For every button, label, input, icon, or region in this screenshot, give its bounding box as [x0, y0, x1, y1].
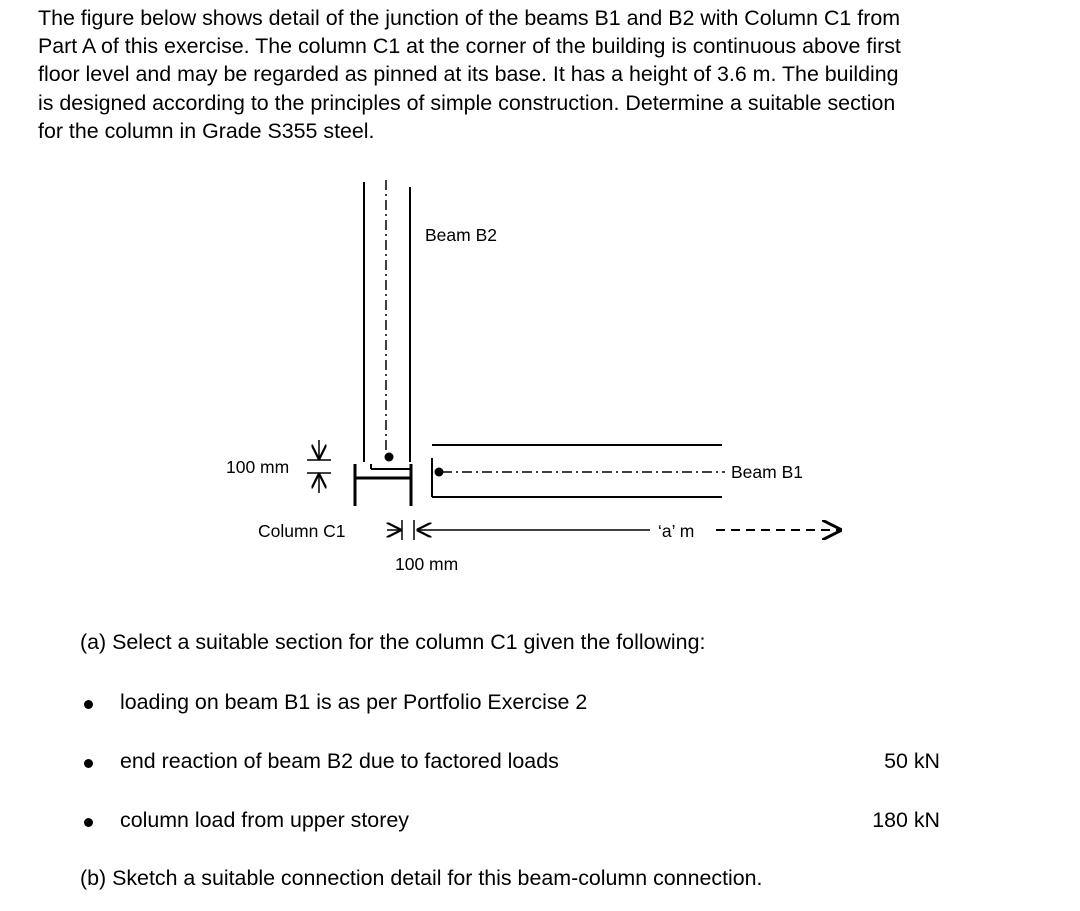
- column-c1-label: Column C1: [258, 521, 346, 541]
- horizontal-dimension-label: 100 mm: [395, 554, 459, 574]
- part-b-heading: (b) Sketch a suitable connection detail for this beam-column connection.: [80, 866, 763, 890]
- list-item: [80, 749, 940, 779]
- list-item: [80, 808, 940, 838]
- statement-line: Part A of this exercise. The column C1 at the corner of the building is continuous above first: [38, 34, 901, 59]
- beam-b1-bolt: [435, 468, 444, 477]
- list-item-text: end reaction of beam B2 due to factored loads: [120, 749, 559, 773]
- bullet-icon: [84, 700, 93, 709]
- bullet-icon: [84, 759, 93, 768]
- list-item-value: 50 kN: [884, 749, 940, 773]
- statement-line: floor level and may be regarded as pinned at its base. It has a height of 3.6 m. The building: [38, 62, 899, 87]
- vertical-dimension-label: 100 mm: [226, 457, 290, 477]
- beam-b2-bolt: [385, 453, 394, 462]
- vertical-dimension: [307, 440, 331, 493]
- list-item-text: loading on beam B1 is as per Portfolio Exercise 2: [120, 690, 588, 714]
- list-item: [80, 690, 940, 720]
- list-item-value: 180 kN: [872, 808, 940, 832]
- statement-line: is designed according to the principles of simple construction. Determine a suitable section: [38, 90, 896, 115]
- statement-line: The figure below shows detail of the junction of the beams B1 and B2 with Column C1 from: [38, 6, 901, 30]
- list-item-text: column load from upper storey: [120, 808, 409, 832]
- span-label: ‘a’ m: [658, 521, 695, 541]
- beam-b1: [432, 445, 725, 497]
- part-a-heading: (a) Select a suitable section for the column C1 given the following:: [80, 630, 706, 654]
- column-c1: [355, 464, 411, 506]
- beam-b1-label: Beam B1: [731, 462, 803, 482]
- beam-b2: [364, 180, 410, 462]
- beam-b2-label: Beam B2: [425, 225, 497, 245]
- bullet-icon: [84, 818, 93, 827]
- statement-line: for the column in Grade S355 steel.: [38, 118, 375, 143]
- horizontal-dimension: [387, 520, 414, 540]
